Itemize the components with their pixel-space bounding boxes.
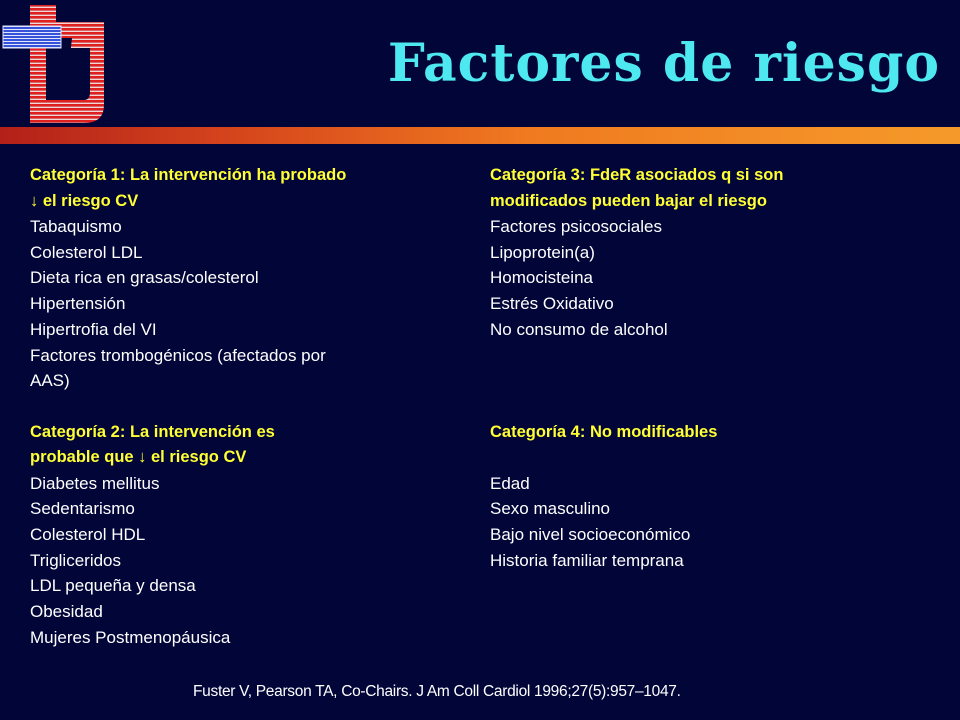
category-3-heading — [490, 163, 930, 214]
list-item: Factores trombogénicos (afectados por — [30, 345, 326, 365]
category-2-heading-line2: probable que ↓ el riesgo CV — [30, 448, 247, 467]
category-4-heading: Categoría 4: No modificables — [490, 422, 718, 441]
list-item: Tabaquismo — [30, 217, 122, 236]
institution-logo — [0, 0, 115, 125]
category-3-heading-line1: Categoría 3: FdeR asociados q si son — [490, 166, 784, 184]
list-item: Sedentarismo — [30, 499, 135, 519]
category-1-heading — [30, 163, 450, 214]
list-item: Colesterol LDL — [30, 242, 143, 262]
list-item: Dieta rica en grasas/colesterol — [30, 268, 259, 288]
list-item: Historia familiar temprana — [490, 550, 684, 570]
category-2-heading-line1: Categoría 2: La intervención es — [30, 422, 275, 441]
category-1-heading-line2: ↓ el riesgo CV — [30, 191, 139, 210]
list-item: Factores psicosociales — [490, 217, 662, 236]
category-1-heading-line1: Categoría 1: La intervención ha probado — [30, 166, 347, 184]
list-item: Homocisteina — [490, 268, 593, 288]
right-column — [490, 163, 930, 574]
list-item: Trigliceridos — [30, 550, 122, 570]
title-divider — [0, 127, 960, 144]
list-item: Obesidad — [30, 602, 103, 622]
list-item: No consumo de alcohol — [490, 319, 668, 339]
list-item: LDL pequeña y densa — [30, 576, 196, 596]
list-item: Edad — [490, 473, 530, 493]
list-item: Colesterol HDL — [30, 525, 146, 545]
category-2-heading — [30, 420, 450, 471]
left-column — [30, 163, 450, 651]
citation: Fuster V, Pearson TA, Co-Chairs. J Am Coll Cardiol 1996;27(5):957–1047. — [193, 683, 681, 700]
list-item: Hipertrofia del VI — [30, 319, 157, 339]
list-item: Estrés Oxidativo — [490, 294, 614, 314]
list-item: Lipoprotein(a) — [490, 242, 595, 262]
list-item: Sexo masculino — [490, 499, 611, 519]
list-item: Mujeres Postmenopáusica — [30, 627, 231, 647]
slide-title: Factores de riesgo — [387, 33, 940, 94]
list-item: AAS) — [30, 371, 70, 391]
category-3-heading-line2: modificados pueden bajar el riesgo — [490, 191, 767, 210]
list-item: Diabetes mellitus — [30, 473, 160, 493]
list-item: Bajo nivel socioeconómico — [490, 525, 691, 545]
list-item: Hipertensión — [30, 294, 126, 314]
